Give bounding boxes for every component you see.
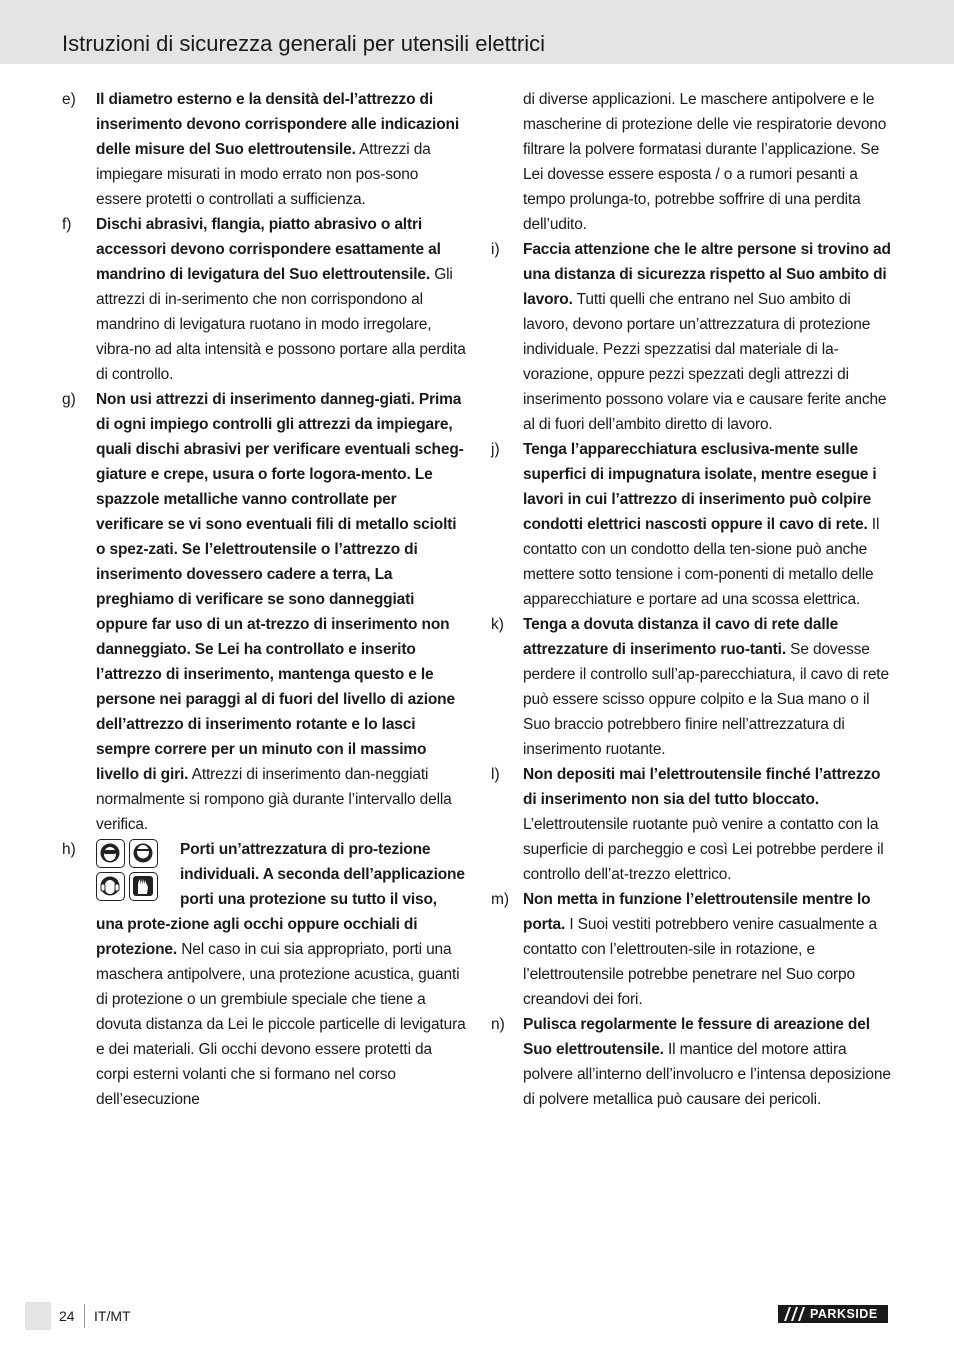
- item-bold-text: Non usi attrezzi di inserimento danneg-giati. Prima di ogni impiego controlli gli attrezzi da impiegare, quali dischi abrasivi per verificare eventuali scheg-giature e crepe, usura o forte logora-mento. Le spazzole metalliche vanno controllate per verificare se vi sono eventuali fili di metallo sciolti o spez-zati. Se l’elettroutensile o l’attrezzo di inserimento dovessero cadere a terra, La preghiamo di verificare se sono danneggiati oppure far uso di un at-trezzo di inserimento non danneggiato. Se Lei ha controllato e inserito l’attrezzo di inserimento, mantenga questo e le persone nei paraggi al di fuori del livello di azione dell’attrezzo di inserimento rotante e lo lasci sempre correre per un minuto con il massimo livello di giri.: [96, 391, 464, 783]
- list-item-j: [491, 437, 895, 612]
- item-normal-text: Gli attrezzi di in-serimento che non corrispondono al mandrino di levigatura ruotano in modo irregolare, vibra-no ad alta intensità e possono portare alla perdita di controllo.: [96, 266, 466, 383]
- item-text: [523, 437, 895, 612]
- face-shield-icon: [96, 839, 125, 868]
- item-text: [523, 887, 895, 1012]
- item-letter: n): [491, 1016, 505, 1033]
- brand-logo: [778, 1305, 888, 1323]
- continued-paragraph: di diverse applicazioni. Le maschere antipolvere e le mascherine di protezione delle vie respiratorie devono filtrare la polvere formatasi durante l’applicazione. Se Lei dovesse essere esposta / o a rumori pesanti a tempo prolunga-to, potrebbe soffrire di una perdita dell’udito.: [523, 91, 887, 233]
- list-item-k: [491, 612, 895, 762]
- item-letter: j): [491, 441, 500, 458]
- brand-name: PARKSIDE: [810, 1307, 878, 1321]
- list-item-e: [62, 87, 466, 212]
- gloves-icon: [129, 872, 158, 901]
- right-column: [491, 87, 895, 1112]
- item-bold-text: Pulisca regolarmente le fessure di areazione del Suo elettroutensile.: [523, 1016, 870, 1058]
- list-item-i: [491, 237, 895, 437]
- footer-marker: [25, 1302, 51, 1330]
- item-text: [96, 87, 466, 212]
- item-bold-text: Non depositi mai l’elettroutensile finché l’attrezzo di inserimento non sia del tutto bloccato.: [523, 766, 881, 808]
- item-text: [523, 237, 895, 437]
- item-normal-text: Se dovesse perdere il controllo sull’ap-parecchiatura, il cavo di rete può essere scisso oppure colpito e la Sua mano o il Suo braccio potrebbero finire nell’attrezzatura di inserimento ruotante.: [523, 641, 889, 758]
- item-letter: m): [491, 891, 510, 908]
- item-bold-text: Tenga l’apparecchiatura esclusiva-mente sulle superfici di impugnatura isolate, mentre esegue i lavori in cui l’attrezzo di inserimento può colpire condotti elettrici nascosti oppure il cavo di rete.: [523, 441, 877, 533]
- list-item-g: [62, 387, 466, 837]
- item-letter: l): [491, 766, 500, 783]
- item-letter: g): [62, 391, 76, 408]
- dust-mask-icon: [129, 839, 158, 868]
- item-bold-text: Porti un’attrezzatura di pro-tezione individuali. A seconda dell’applicazione porti una protezione su tutto il viso, una prote-zione agli occhi oppure occhiali di protezione.: [96, 841, 465, 958]
- item-bold-text: Faccia attenzione che le altre persone si trovino ad una distanza di sicurezza rispetto al Suo ambito di lavoro.: [523, 241, 891, 308]
- item-text: [523, 762, 895, 887]
- item-letter: f): [62, 216, 72, 233]
- item-bold-text: Tenga a dovuta distanza il cavo di rete dalle attrezzature di inserimento ruo-tanti.: [523, 616, 839, 658]
- item-normal-text: Il contatto con un condotto della ten-sione può anche mettere sotto tensione i com-ponenti di metallo delle apparecchiature e portare ad una scossa elettrica.: [523, 516, 880, 608]
- item-text: [523, 1012, 895, 1112]
- item-normal-text: Attrezzi da impiegare misurati in modo errato non pos-sono essere protetti o controllati a sufficienza.: [96, 141, 431, 208]
- page-header: [0, 0, 954, 64]
- item-normal-text: L’elettroutensile ruotante può venire a contatto con la superficie di parcheggio e così Lei potrebbe perdere il controllo dell’at-trezzo elettrico.: [523, 816, 884, 883]
- list-item-f: [62, 212, 466, 387]
- item-text: [96, 837, 466, 1112]
- ear-protection-icon: [96, 872, 125, 901]
- item-normal-text: Il mantice del motore attira polvere all’interno dell’involucro e l’intensa deposizione di polvere metallica può causare dei pericoli.: [523, 1041, 891, 1108]
- item-letter: i): [491, 241, 500, 258]
- item-text: [96, 387, 466, 837]
- list-item-h: [62, 837, 466, 1112]
- item-bold-text: Il diametro esterno e la densità del-l’attrezzo di inserimento devono corrispondere alle indicazioni delle misure del Suo elettroutensile.: [96, 91, 460, 158]
- left-column: [62, 87, 466, 1112]
- item-text: [523, 612, 895, 762]
- footer-divider: [84, 1304, 85, 1328]
- page-number: 24: [59, 1308, 75, 1324]
- language-code: IT/MT: [94, 1308, 131, 1324]
- item-normal-text: Attrezzi di inserimento dan-neggiati normalmente si rompono già durante l’intervallo della verifica.: [96, 766, 452, 833]
- logo-stripes-icon: [782, 1305, 806, 1323]
- list-item-n: [491, 1012, 895, 1112]
- list-item-l: [491, 762, 895, 887]
- item-letter: e): [62, 91, 76, 108]
- list-item-m: [491, 887, 895, 1012]
- item-bold-text: Dischi abrasivi, flangia, piatto abrasivo o altri accessori devono corrispondere esattamente al mandrino di levigatura del Suo elettroutensile.: [96, 216, 441, 283]
- item-text: [96, 212, 466, 387]
- item-normal-text: I Suoi vestiti potrebbero venire casualmente a contatto con l’elettrouten-sile in rotazione, e l’elettroutensile potrebbe penetrare nel Suo corpo creandovi dei fori.: [523, 916, 877, 1008]
- page-title: Istruzioni di sicurezza generali per utensili elettrici: [62, 31, 545, 56]
- item-letter: k): [491, 616, 504, 633]
- item-normal-text: Tutti quelli che entrano nel Suo ambito di lavoro, devono portare un’attrezzatura di protezione individuale. Pezzi spezzatisi dal materiale di la-vorazione, oppure pezzi spezzati degli attrezzi di inserimento possono volare via e causare ferite anche al di fuori dell’ambito diretto di lavoro.: [523, 291, 887, 433]
- ppe-icon-group: [96, 839, 160, 901]
- item-normal-text: Nel caso in cui sia appropriato, porti una maschera antipolvere, una protezione acustica, guanti di protezione o un grembiule speciale che tiene a dovuta distanza da Lei le piccole particelle di levigatura e dei materiali. Gli occhi devono essere protetti da corpi esterni volanti che si formano nel corso dell’esecuzione: [96, 941, 466, 1108]
- item-letter: h): [62, 841, 76, 858]
- item-bold-text: Non metta in funzione l’elettroutensile mentre lo porta.: [523, 891, 871, 933]
